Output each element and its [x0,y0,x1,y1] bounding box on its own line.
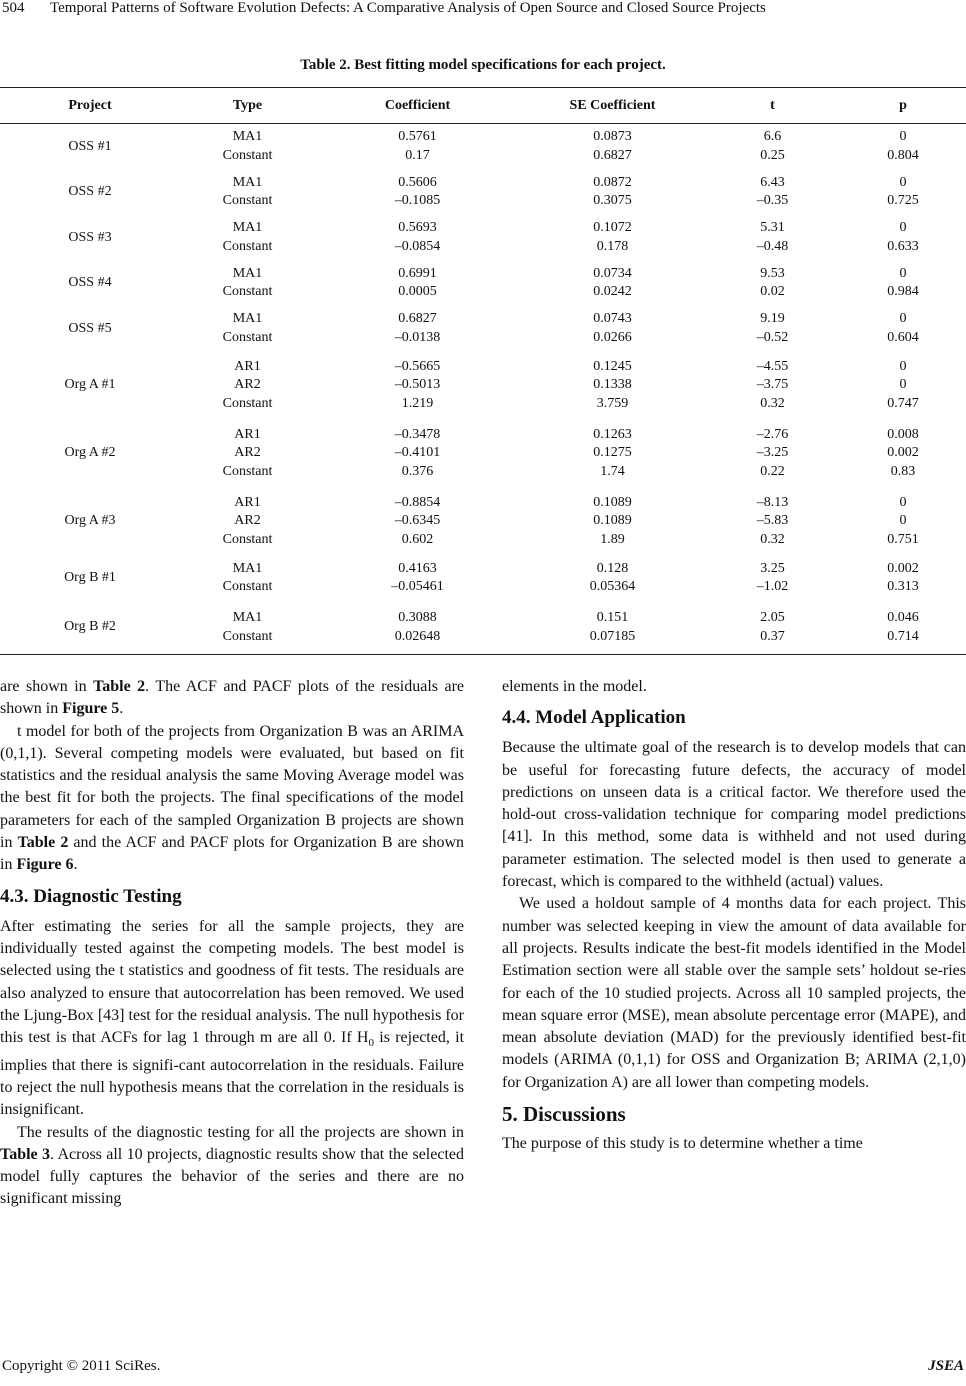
cell-value: Constant [222,284,273,300]
cell-value: –0.1085 [394,193,441,209]
header-coefficient: Coefficient [315,88,520,124]
cell-t [705,352,840,420]
cell-p [840,556,966,602]
section-heading-5: 5. Discussions [502,1102,626,1127]
cell-value: 6.43 [760,174,785,190]
cell-value: 0.17 [405,147,430,163]
cell-value: 0.25 [760,147,785,163]
table-row [0,124,966,170]
cell-coefficient [315,420,520,488]
cell-value: –2.76 [756,426,789,442]
table-ref: Table 2 [17,834,69,852]
cell-coefficient [315,352,520,420]
cell-coefficient [315,215,520,261]
cell-value: 0.22 [760,463,785,479]
header-p: p [840,88,966,124]
cell-value: AR1 [234,494,261,510]
text: . [119,700,124,718]
cell-value: Constant [222,238,273,254]
cell-value: 0.725 [887,193,919,209]
right-column [502,676,966,1155]
cell-project: OSS #2 [68,184,112,199]
paragraph [0,721,464,877]
running-head [0,0,966,22]
cell-value: 0.128 [596,560,629,576]
cell-se-coefficient [520,488,705,556]
cell-value: 0.376 [401,463,434,479]
cell-value: 0.714 [887,628,919,644]
cell-value: 9.19 [760,311,785,327]
cell-coefficient [315,306,520,352]
cell-value: –0.3478 [394,426,441,442]
cell-value: 0.002 [887,560,919,576]
cell-project: Org A #1 [64,377,116,393]
section-heading-4-4: 4.4. Model Application [502,707,686,729]
table-row [0,352,966,420]
left-column [0,676,464,1211]
cell-value: 0.008 [887,426,919,442]
table-row [0,215,966,261]
text: . The ACF and PACF plots of the residuals are shown in [0,678,464,718]
results-table-wrapper [0,87,966,655]
cell-value: Constant [222,193,273,209]
cell-type [180,556,315,602]
cell-value: 0.4163 [398,560,437,576]
cell-value: 1.89 [600,531,625,547]
table-ref: Table 2 [93,678,146,695]
cell-value: 0 [899,311,907,327]
figure-ref: Figure 5 [62,700,120,718]
cell-value: –0.4101 [394,445,441,461]
cell-value: 0.02648 [394,628,441,644]
cell-value: 0 [899,358,907,374]
cell-value: 0.1263 [593,426,632,442]
cell-value: Constant [222,395,273,411]
cell-value: 0.1245 [593,358,632,374]
cell-project: Org A #2 [64,445,116,461]
cell-value: 0.0743 [593,311,632,327]
cell-value: 0.5693 [398,220,437,236]
cell-value: –0.5013 [394,377,441,393]
cell-value: 0.1338 [593,377,632,393]
cell-t [705,420,840,488]
text: . Across all 10 projects, diagnostic results show that the selected model fully captures the behavior of the series and there are no significant missing [0,1145,465,1208]
cell-project: OSS #3 [68,229,112,245]
cell-project: OSS #5 [68,320,112,336]
paragraph: We used a holdout sample of 4 months data for each project. This number was selected keeping in view the amount of data available for all projects. Results indicate the best-fit models identified in the Model Estimation section were all stable over the sample sets’ holdout se-ries for each of the 10 studied projects. Across all 10 sampled projects, the mean square error (MSE), mean absolute percentage error (MAPE), and mean absolute deviation (MAD) for the previously identified best-fit models (ARIMA (0,1,1) for OSS and Organization B; ARIMA (2,1,0) for Organization A) are all lower than competing models. [502,895,966,1091]
cell-value: 0.32 [760,395,785,411]
cell-value: 3.759 [596,395,629,411]
cell-value: MA1 [232,129,263,145]
cell-value: 0.046 [887,610,919,625]
cell-se-coefficient [520,556,705,602]
cell-value: 0.604 [887,329,919,345]
cell-p [840,488,966,556]
table-row [0,261,966,307]
cell-value: Constant [222,531,273,547]
cell-value: 0.178 [596,238,629,254]
cell-value: –0.0138 [394,329,441,345]
cell-value: –0.05461 [391,579,444,595]
cell-value: 0 [899,220,907,236]
cell-value: –4.55 [756,358,789,374]
cell-value: 0.804 [887,147,919,163]
cell-value: 0.3088 [398,610,437,625]
cell-t [705,170,840,216]
cell-t [705,215,840,261]
cell-value: 2.05 [760,610,785,625]
cell-value: 0 [899,129,907,145]
text: After estimating the series for all the sample projects, they are individually tested against the competing models. The best model is selected using the t statistics and goodness of fit tests. The residuals are also analyzed to ensure that autocorrelation has been removed. We used the Ljung-Box [43] test for the residual analysis. The null hypothesis for this test is that ACFs for lag 1 through m are all 0. If H [0,917,464,1047]
cell-value: 0 [899,513,907,529]
cell-value: Constant [222,579,273,595]
cell-type [180,488,315,556]
cell-project: OSS #1 [68,138,112,154]
cell-value: 0.0734 [593,265,632,281]
cell-type [180,170,315,216]
cell-se-coefficient [520,306,705,352]
cell-value: MA1 [232,174,263,190]
cell-se-coefficient [520,601,705,655]
cell-value: 3.25 [760,560,785,576]
cell-value: –0.48 [756,238,789,254]
cell-value: 1.74 [600,463,625,479]
cell-value: 0.6827 [593,147,632,163]
cell-value: 0.3075 [593,193,632,209]
cell-t [705,556,840,602]
cell-coefficient [315,261,520,307]
cell-value: 0 [899,377,907,393]
header-se-coefficient: SE Coefficient [520,88,705,124]
cell-t [705,261,840,307]
cell-value: 0.151 [596,610,629,625]
cell-value: 0.002 [887,445,919,461]
cell-value: AR1 [234,358,261,374]
table-row [0,556,966,602]
cell-value: 0.6991 [398,265,437,281]
cell-value: 0.5761 [398,129,437,145]
section-heading-4-3: 4.3. Diagnostic Testing [0,885,182,907]
table-row [0,170,966,216]
cell-value: 9.53 [760,265,785,281]
cell-project: OSS #4 [68,275,112,290]
cell-se-coefficient [520,352,705,420]
cell-type [180,261,315,307]
cell-se-coefficient [520,420,705,488]
cell-value: Constant [222,147,273,163]
cell-coefficient [315,488,520,556]
cell-value: 0.0005 [398,284,437,300]
cell-t [705,488,840,556]
cell-p [840,420,966,488]
journal-name: JSEA [928,1358,964,1374]
cell-value: 0.751 [887,531,919,547]
paragraph: The purpose of this study is to determine whether a time [502,1135,863,1153]
paragraph [0,1122,464,1211]
header-t: t [705,88,840,124]
cell-coefficient [315,170,520,216]
cell-value: Constant [222,628,273,644]
table-row [0,306,966,352]
cell-value: –0.52 [756,329,789,345]
cell-t [705,601,840,655]
paragraph [0,676,464,721]
table-row [0,601,966,655]
cell-value: 0.0242 [593,284,632,300]
cell-p [840,352,966,420]
figure-ref: Figure 6 [16,856,74,874]
cell-value: MA1 [232,265,263,281]
cell-value: 0.0873 [593,129,632,145]
cell-p [840,170,966,216]
cell-coefficient [315,556,520,602]
cell-value: AR2 [234,513,261,529]
cell-value: –0.6345 [394,513,441,529]
paragraph: elements in the model. [502,678,647,695]
cell-value: 0.02 [760,284,785,300]
cell-value: 0 [899,265,907,281]
cell-value: 1.219 [401,395,434,411]
table-ref: Table 3 [0,1145,50,1163]
cell-t [705,124,840,170]
cell-type [180,306,315,352]
model-specs-table [0,87,966,655]
cell-type [180,215,315,261]
cell-type [180,420,315,488]
cell-value: 0.83 [890,463,916,479]
cell-value: 0.1072 [593,220,632,236]
cell-value: MA1 [232,220,263,236]
cell-value: AR2 [234,377,261,393]
cell-value: –1.02 [756,579,789,595]
cell-value: –8.13 [756,494,789,510]
cell-p [840,124,966,170]
page-number: 504 [2,0,25,16]
cell-value: MA1 [232,610,263,625]
cell-p [840,261,966,307]
cell-project: Org A #3 [64,513,116,529]
text: is rejected, it implies that there is signifi-cant autocorrelation in the residuals. Failure to reject the null hypothesis means that the correlation in the residuals is insignificant. [0,1029,465,1119]
table-row [0,420,966,488]
cell-value: –0.0854 [394,238,441,254]
cell-value: –0.5665 [394,358,441,374]
cell-value: –5.83 [756,513,789,529]
cell-project: Org B #2 [0,601,180,655]
cell-value: 6.6 [763,129,782,145]
cell-value: Constant [222,329,273,345]
cell-se-coefficient [520,170,705,216]
cell-value: MA1 [232,560,263,576]
cell-value: 0.633 [887,238,919,254]
cell-se-coefficient [520,215,705,261]
cell-value: 0.1089 [593,494,632,510]
cell-value: 0.1089 [593,513,632,529]
cell-value: 0.602 [401,531,434,547]
subscript: 0 [368,1037,374,1050]
table-row [0,488,966,556]
cell-value: AR1 [234,426,261,442]
text: and the ACF and PACF plots for Organization B are shown in [0,834,465,874]
text: The results of the diagnostic testing for all the projects are shown in [17,1123,464,1141]
cell-t [705,306,840,352]
cell-value: 0.37 [760,628,785,644]
text: . [73,856,78,874]
table-header-row [0,88,966,124]
cell-type [180,601,315,655]
cell-type [180,124,315,170]
cell-value: 0.747 [887,395,919,411]
cell-value: 0.984 [887,284,919,300]
cell-value: 0.6827 [398,311,437,327]
cell-type [180,352,315,420]
cell-value: 0.07185 [589,628,636,644]
cell-value: AR2 [234,445,261,461]
text: are shown in [0,678,94,695]
copyright: Copyright © 2011 SciRes. [2,1358,161,1374]
cell-p [840,215,966,261]
text: t model for both of the projects from Organization B was an ARIMA (0,1,1). Several competing models were evaluated, but based on fit statistics and the residual analysis the same Moving Average model was the best fit for both the projects. The final specifications of the model parameters for each of the sampled Organization B projects are shown in [0,722,464,852]
cell-value: 0.0872 [593,174,632,190]
header-type: Type [180,88,315,124]
cell-se-coefficient [520,261,705,307]
cell-value: 0.5606 [398,174,437,190]
cell-p [840,306,966,352]
cell-value: –0.35 [756,193,789,209]
header-project: Project [0,88,180,124]
cell-value: Constant [222,463,273,479]
cell-value: 0.0266 [593,329,632,345]
running-title: Temporal Patterns of Software Evolution Defects: A Comparative Analysis of Open Source and Closed Source Projects [50,0,766,16]
cell-value: 0.05364 [589,579,636,595]
cell-coefficient [315,601,520,655]
cell-project: Org B #1 [64,570,116,585]
cell-value: 0.32 [760,531,785,547]
paragraph [0,916,464,1122]
cell-value: MA1 [232,311,263,327]
cell-value: –0.8854 [394,494,441,510]
table-caption: Table 2. Best fitting model specifications for each project. [300,57,666,73]
cell-se-coefficient [520,124,705,170]
cell-value: 0 [899,174,907,190]
cell-p [840,601,966,655]
cell-value: 0.1275 [593,445,632,461]
cell-value: –3.75 [756,377,789,393]
cell-value: 0.313 [887,579,919,595]
cell-coefficient [315,124,520,170]
paragraph: Because the ultimate goal of the research is to develop models that can be useful for forecasting future defects, the accuracy of model predictions on unseen data is a critical factor. We therefore used the hold-out cross-validation technique for comparing model predictions [41]. In this method, some data is withheld and not used during parameter estimation. The selected model is then used to generate a forecast, which is compared to the withheld (actual) values. [502,739,966,891]
cell-value: 5.31 [760,220,785,236]
cell-value: 0 [899,494,907,510]
cell-value: –3.25 [756,445,789,461]
